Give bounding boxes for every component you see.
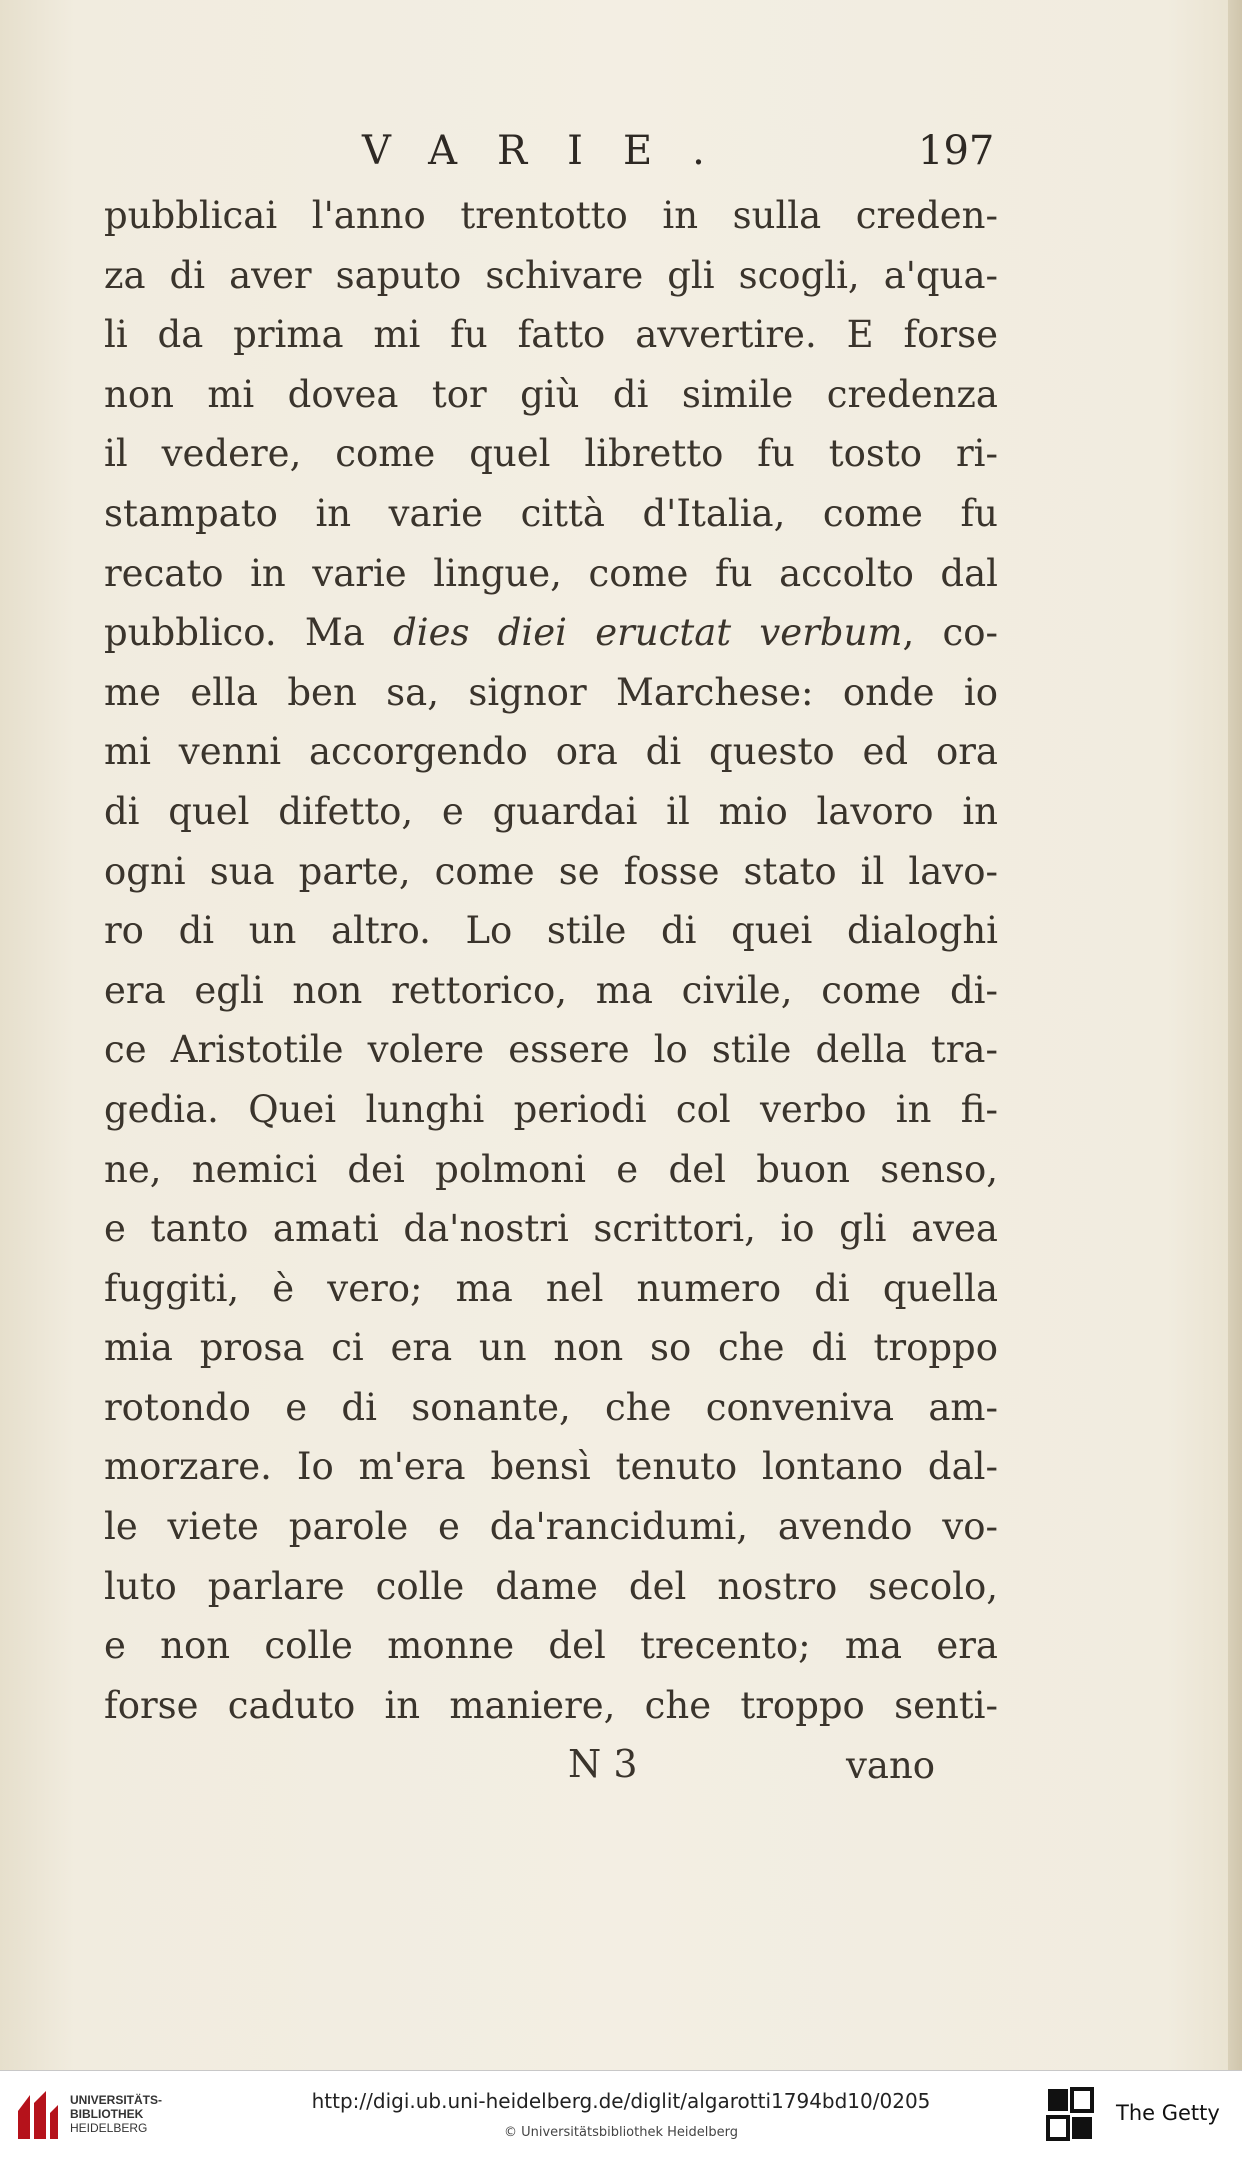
text-line	[104, 603, 998, 663]
text-line: morzare. Io m'era bensì tenuto lontano dal-	[104, 1445, 998, 1489]
library-name-line: BIBLIOTHEK	[70, 2107, 144, 2121]
library-name-line: HEIDELBERG	[70, 2121, 148, 2135]
text-line: e tanto amati da'nostri scrittori, io gli avea	[104, 1207, 998, 1251]
text-line: mi venni accorgendo ora di questo ed ora	[104, 730, 998, 774]
text-line: e non colle monne del trecento; ma era	[104, 1624, 998, 1668]
text-line: mia prosa ci era un non so che di troppo	[104, 1326, 998, 1370]
text-line: le viete parole e da'rancidumi, avendo vo-	[104, 1505, 998, 1549]
getty-logo-icon[interactable]	[1046, 2085, 1096, 2145]
text-line: il vedere, come quel libretto fu tosto ri-	[104, 432, 998, 476]
text-line: pubblicai l'anno trentotto in sulla creden-	[104, 194, 998, 237]
text-segment: , co-	[902, 611, 998, 655]
text-line: gedia. Quei lunghi periodi col verbo in fi-	[104, 1087, 998, 1131]
text-line: recato in varie lingue, come fu accolto dal	[104, 551, 998, 595]
text-line: di quel difetto, e guardai il mio lavoro in	[104, 789, 998, 833]
viewer-footer	[0, 2070, 1242, 2159]
text-segment: pubblico. Ma	[104, 611, 394, 655]
text-line: li da prima mi fu fatto avvertire. E forse	[104, 313, 998, 357]
signature-mark: N 3	[568, 1742, 638, 1786]
body-text	[104, 186, 998, 1735]
text-line: stampato in varie città d'Italia, come fu	[104, 491, 998, 535]
text-line: fuggiti, è vero; ma nel numero di quella	[104, 1266, 998, 1310]
italic-quotation: dies diei eructat verbum	[393, 611, 903, 655]
text-line: ce Aristotile volere essere lo stile della tra-	[104, 1028, 998, 1072]
text-line: non mi dovea tor giù di simile credenza	[104, 372, 998, 416]
text-line: luto parlare colle dame del nostro secolo,	[104, 1564, 998, 1608]
text-line: za di aver saputo schivare gli scogli, a'qua-	[104, 253, 998, 297]
text-line: ogni sua parte, come se fosse stato il lavo-	[104, 849, 998, 893]
copyright-notice: © Universitätsbibliothek Heidelberg	[503, 2125, 738, 2140]
text-line: ro di un altro. Lo stile di quei dialoghi	[104, 909, 998, 953]
page-edge	[1228, 0, 1242, 2070]
text-line: me ella ben sa, signor Marchese: onde io	[104, 670, 998, 714]
permalink-url[interactable]: http://digi.ub.uni-heidelberg.de/diglit/algarotti1794bd10/0205	[311, 2089, 931, 2113]
text-line: forse caduto in maniere, che troppo senti-	[104, 1683, 998, 1727]
text-line: rotondo e di sonante, che conveniva am-	[104, 1385, 998, 1429]
partner-name: The Getty	[1116, 2101, 1220, 2125]
catchword: vano	[846, 1744, 936, 1787]
text-line: ne, nemici dei polmoni e del buon senso,	[104, 1147, 998, 1191]
running-head-title: VARIE.	[362, 128, 745, 174]
running-head	[0, 128, 1242, 176]
library-name-line: UNIVERSITÄTS-	[70, 2093, 163, 2107]
text-line: era egli non rettorico, ma civile, come di-	[104, 968, 998, 1012]
page-number: 197	[918, 128, 995, 174]
